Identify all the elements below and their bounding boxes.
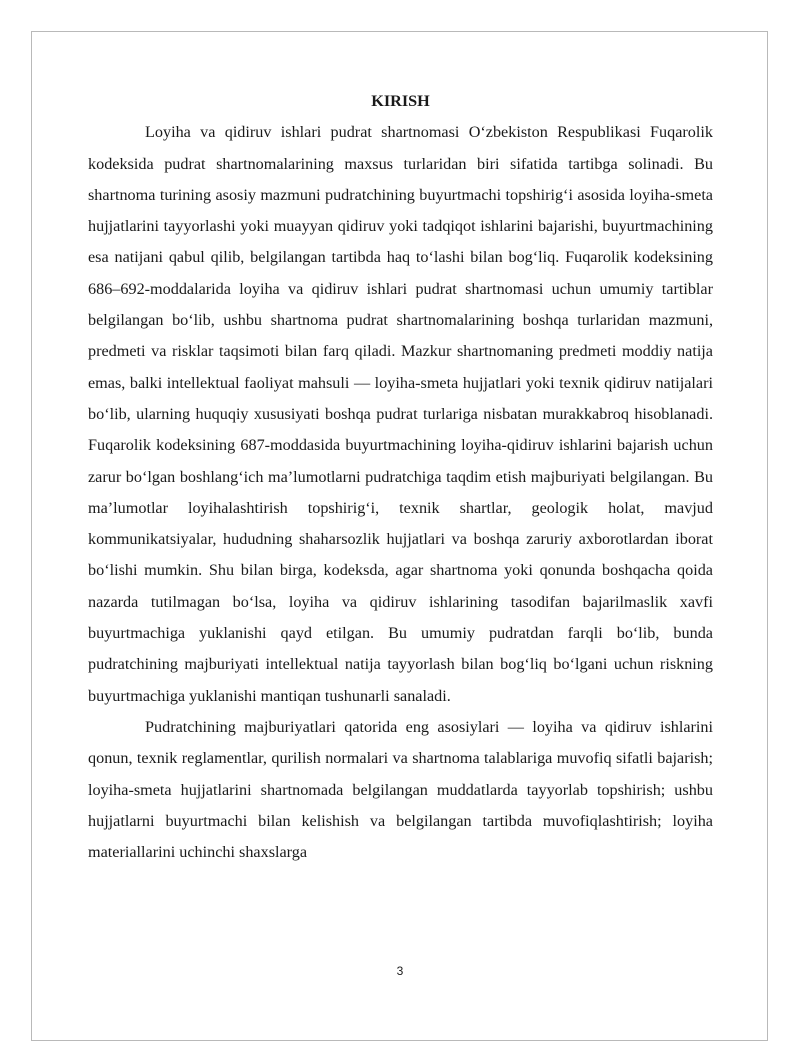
paragraph: Loyiha va qidiruv ishlari pudrat shartnomasi O‘zbekiston Respublikasi Fuqarolik kodeksida pudrat shartnomalarining maxsus turlaridan biri sifatida tartibga solinadi. Bu shartnoma turining asosiy mazmuni pudratchining buyurtmachi topshirig‘i asosida loyiha-smeta hujjatlarini tayyorlashi yoki muayyan qidiruv yoki tadqiqot ishlarini bajarishi, buyurtmachining esa natijani qabul qilib, belgilangan tartibda haq to‘lashi bilan bog‘liq. Fuqarolik kodeksining 686–692-moddalarida loyiha va qidiruv ishlari pudrat shartnomasi uchun umumiy tartiblar belgilangan bo‘lib, ushbu shartnoma pudrat shartnomalarining boshqa turlaridan mazmuni, predmeti va risklar taqsimoti bilan farq qiladi. Mazkur shartnomaning predmeti moddiy natija emas, balki intellektual faoliyat mahsuli — loyiha-smeta hujjatlari yoki texnik qidiruv natijalari bo‘lib, ularning huquqiy xususiyati boshqa pudrat turlariga nisbatan murakkabroq hisoblanadi. Fuqarolik kodeksining 687-moddasida buyurtmachining loyiha-qidiruv ishlarini bajarish uchun zarur bo‘lgan boshlang‘ich ma’lumotlarni pudratchiga taqdim etish majburiyati belgilangan. Bu ma’lumotlar loyihalashtirish topshirig‘i, texnik shartlar, geologik holat, mavjud kommunikatsiyalar, hududning shaharsozlik hujjatlari va boshqa zaruriy axborotlardan iborat bo‘lishi mumkin. Shu bilan birga, kodeksda, agar shartnoma yoki qonunda boshqacha qoida nazarda tutilmagan bo‘lsa, loyiha va qidiruv ishlarining tasodifan bajarilmaslik xavfi buyurtmachiga yuklanishi qayd etilgan. Bu umumiy pudratdan farqli bo‘lib, bunda pudratchining majburiyati intellektual natija tayyorlash bilan bog‘liq bo‘lgani uchun riskning buyurtmachiga yuklanishi mantiqan tushunarli sanaladi. <box>88 123 713 705</box>
page-number: 3 <box>396 964 404 978</box>
paragraph: Pudratchining majburiyatlari qatorida eng asosiylari — loyiha va qidiruv ishlarini qonun, texnik reglamentlar, qurilish normalari va shartnoma talablariga muvofiq sifatli bajarish; loyiha-smeta hujjatlarini shartnomada belgilangan muddatlarda tayyorlab topshirish; ushbu hujjatlarni buyurtmachi bilan kelishish va belgilangan tartibda muvofiqlashtirish; loyiha materiallarini uchinchi shaxslarga <box>88 717 713 862</box>
section-heading: KIRISH <box>371 92 430 110</box>
document-body <box>88 86 713 868</box>
